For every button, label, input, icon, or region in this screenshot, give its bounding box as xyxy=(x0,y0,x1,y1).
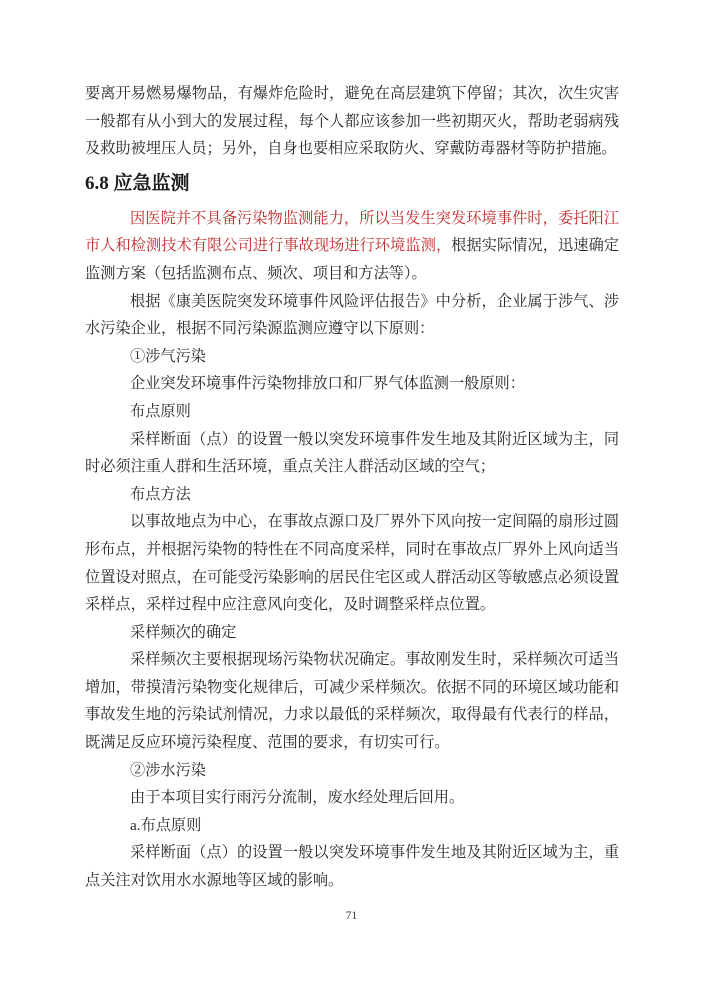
paragraph-text: ①涉气污染 xyxy=(130,347,206,365)
paragraph-text: 采样断面（点）的设置一般以突发环境事件发生地及其附近区域为主，重点关注对饮用水水源地等区域的影响。 xyxy=(85,844,619,890)
paragraph xyxy=(85,370,619,398)
paragraph xyxy=(85,508,619,618)
paragraph xyxy=(85,646,619,756)
paragraph-text: 由于本项目实行雨污分流制，废水经处理后回用。 xyxy=(130,789,465,807)
section-heading: 6.8 应急监测 xyxy=(85,172,190,194)
page-number: 71 xyxy=(345,910,358,922)
paragraph-text: 以事故地点为中心，在事故点源口及厂界外下风向按一定间隔的扇形过圆形布点，并根据污染物的特性在不同高度采样，同时在事故点厂界外上风向适当位置设对照点，在可能受污染影响的居民住宅区或人群活动区等敏感点必须设置采样点，采样过程中应注意风向变化，及时调整采样点位置。 xyxy=(85,513,619,614)
paragraph xyxy=(85,398,619,426)
paragraph xyxy=(85,812,619,840)
highlighted-red-text: 因医院并不具备污染物监测能力，所以当发生突发环境事件时，委托阳江市人和检测技术有限公司进行事故现场进行环境监测， xyxy=(85,209,619,255)
paragraph-text: 布点原则 xyxy=(130,402,191,420)
paragraph-text: 采样断面（点）的设置一般以突发环境事件发生地及其附近区域为主，同时必须注重人群和生活环境，重点关注人群活动区域的空气； xyxy=(85,430,619,476)
paragraph-text: 根据《康美医院突发环境事件风险评估报告》中分析，企业属于涉气、涉水污染企业，根据不同污染源监测应遵守以下原则： xyxy=(85,292,619,338)
paragraph-text: 布点方法 xyxy=(130,485,191,503)
page-content xyxy=(85,80,619,895)
paragraph xyxy=(85,839,619,894)
paragraph-text: 企业突发环境事件污染物排放口和厂界气体监测一般原则： xyxy=(130,375,525,393)
page-footer xyxy=(0,906,703,924)
paragraph xyxy=(85,784,619,812)
paragraph-text: ②涉水污染 xyxy=(130,761,206,779)
paragraph-text: 要离开易燃易爆物品，有爆炸危险时，避免在高层建筑下停留；其次，次生灾害一般都有从小到大的发展过程，每个人都应该参加一些初期灭火，帮助老弱病残及救助被埋压人员；另外，自身也要相应采取防火、穿戴防毒器材等防护措施。 xyxy=(85,85,619,158)
paragraph-text: 根据实际情况，迅速确定监测方案（包括监测布点、频次、项目和方法等）。 xyxy=(85,237,620,282)
paragraph xyxy=(85,288,619,343)
paragraph-text: a.布点原则 xyxy=(130,816,202,834)
paragraph-text: 采样频次的确定 xyxy=(130,623,237,641)
paragraph xyxy=(85,205,619,288)
paragraph xyxy=(85,343,619,371)
paragraph xyxy=(85,80,619,163)
paragraph xyxy=(85,757,619,785)
paragraph-text: 采样频次主要根据现场污染物状况确定。事故刚发生时，采样频次可适当增加，带摸清污染物变化规律后，可减少采样频次。依据不同的环境区域功能和事故发生地的污染试剂情况，力求以最低的采样频次，取得最有代表行的样品，既满足反应环境污染程度、范围的要求，有切实可行。 xyxy=(85,651,619,752)
paragraph xyxy=(85,426,619,481)
paragraph xyxy=(85,481,619,509)
paragraph xyxy=(85,619,619,647)
